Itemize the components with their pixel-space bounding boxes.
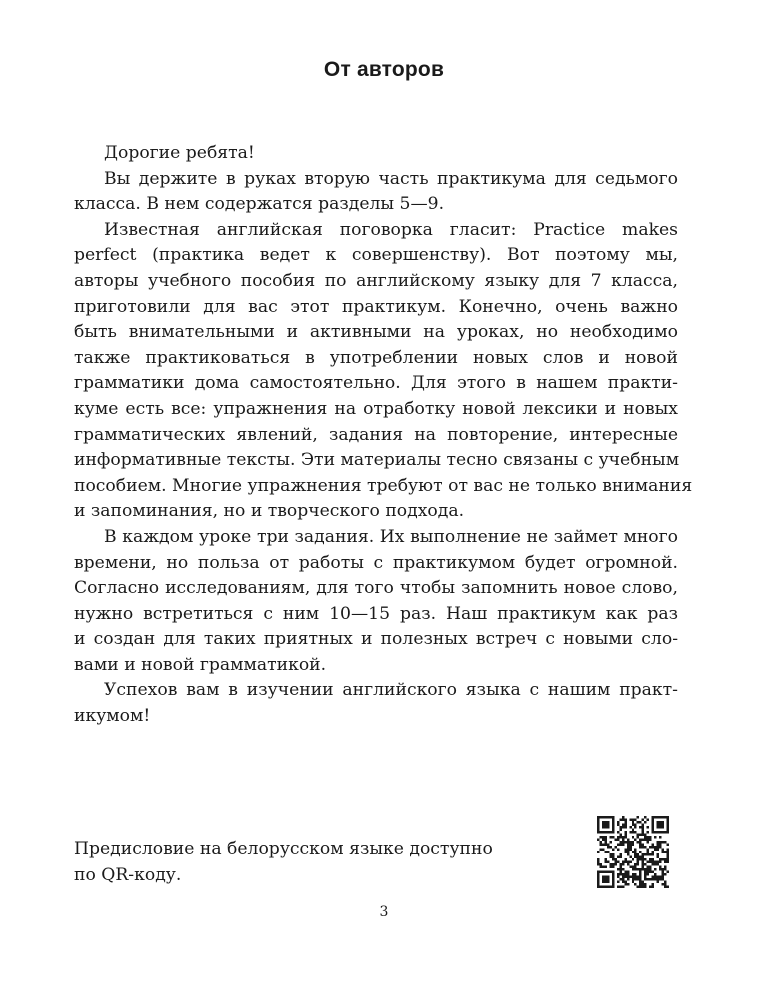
preface-body: [74, 141, 693, 730]
text-line: икумом!: [74, 706, 151, 727]
paragraph-lessons: [74, 525, 678, 679]
qr-code-icon[interactable]: [597, 816, 669, 888]
text-line: и запоминания, но и творческого подхода.: [74, 501, 465, 522]
text-line: куме есть все: упражнения на отработку новой лексики и новых: [74, 398, 678, 419]
page-title: От авторов: [323, 58, 445, 81]
text-line: В каждом уроке три задания. Их выполнение не займет много: [104, 526, 678, 547]
text-line: Вы держите в руках вторую часть практикума для седьмого: [104, 168, 678, 189]
footnote-line: по QR-коду.: [74, 864, 182, 885]
text-line: Успехов вам в изучении английского языка с нашим практ-: [104, 680, 678, 701]
text-line: информативные тексты. Эти материалы тесно связаны с учебным: [74, 450, 680, 471]
text-line: времени, но польза от работы с практикумом будет огромной.: [74, 552, 678, 573]
text-line: авторы учебного пособия по английскому языку для 7 класса,: [74, 270, 678, 291]
page-number: 3: [379, 904, 389, 920]
text-line: грамматики дома самостоятельно. Для этого в нашем практи-: [74, 373, 678, 394]
text-line: Известная английская поговорка гласит: Practice makes: [104, 219, 678, 240]
paragraph-greeting: [74, 141, 678, 167]
text-line: также практиковаться в употреблении новых слов и новой: [74, 347, 678, 368]
text-line: Дорогие ребята!: [104, 143, 255, 163]
text-line: грамматических явлений, задания на повторение, интересные: [74, 424, 678, 445]
paragraph-proverb: [74, 218, 693, 525]
text-line: быть внимательными и активными на уроках, но необходимо: [74, 322, 678, 343]
text-line: Согласно исследованиям, для того чтобы запомнить новое слово,: [74, 578, 678, 599]
paragraph-intro: [74, 167, 678, 218]
text-line: приготовили для вас этот практикум. Конечно, очень важно: [74, 296, 678, 317]
footnote-line: Предисловие на белорусском языке доступно: [74, 839, 493, 859]
text-line: вами и новой грамматикой.: [74, 654, 327, 675]
text-line: класса. В нем содержатся разделы 5—9.: [74, 194, 445, 215]
text-line: пособием. Многие упражнения требуют от вас не только внимания: [74, 475, 693, 496]
text-line: и создан для таких приятных и полезных встреч с новыми сло-: [74, 629, 678, 650]
text-line: perfect (практика ведет к совершенству). Вот поэтому мы,: [74, 245, 678, 266]
paragraph-closing: [74, 678, 678, 729]
qr-footnote: [74, 837, 544, 888]
text-line: нужно встретиться с ним 10—15 раз. Наш практикум как раз: [74, 603, 678, 624]
